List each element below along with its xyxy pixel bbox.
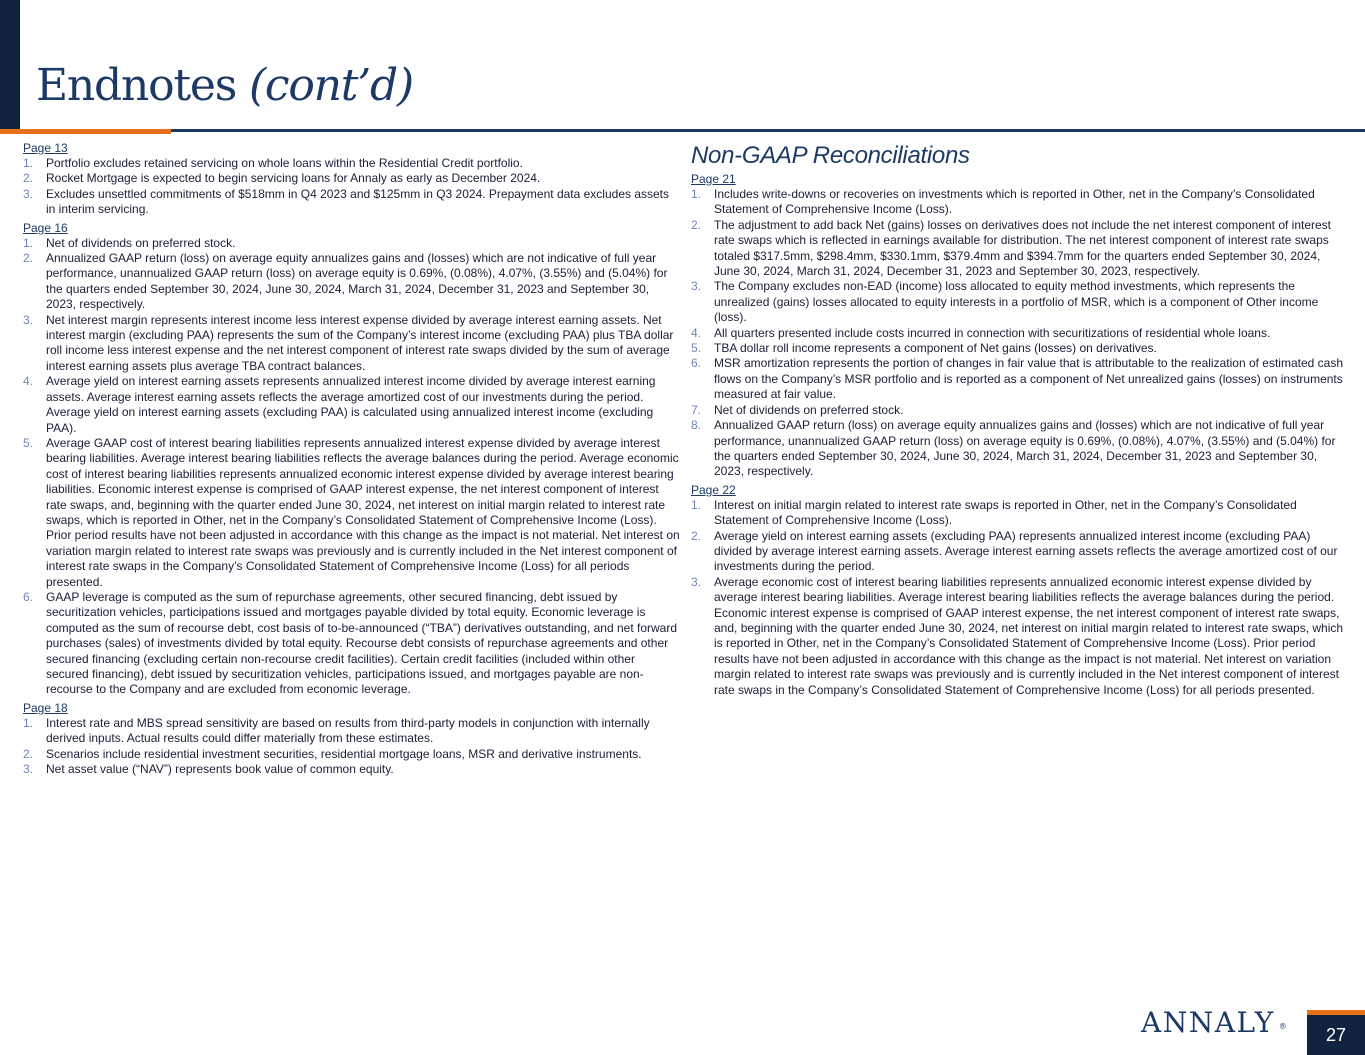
endnote-text: Includes write-downs or recoveries on investments which is reported in Other, net in the Company’s Consolidated Statement of Comprehensive Income (Loss). bbox=[714, 187, 1315, 217]
endnote-text: Portfolio excludes retained servicing on whole loans within the Residential Credit portfolio. bbox=[46, 156, 523, 170]
endnote-item bbox=[23, 374, 680, 436]
endnote-number: 2. bbox=[23, 171, 34, 186]
page-link-page-22[interactable]: Page 22 bbox=[691, 482, 736, 497]
endnote-item bbox=[691, 218, 1347, 280]
page-link-page-13[interactable]: Page 13 bbox=[23, 141, 68, 155]
endnote-number: 1. bbox=[23, 235, 34, 250]
endnote-number: 4. bbox=[23, 374, 34, 389]
endnote-item bbox=[691, 403, 1347, 418]
endnote-text: TBA dollar roll income represents a component of Net gains (losses) on derivatives. bbox=[714, 341, 1157, 356]
endnote-text: GAAP leverage is computed as the sum of repurchase agreements, other secured financing, debt issued by securitization vehicles, participations issued and mortgages payable divided by total equity. Economic leverage is computed as the sum of recourse debt, cost basis of to-be-announced (“TBA”) derivatives outstanding, and net forward purchases (sales) of investments divided by total equity. Recourse debt consists of repurchase agreements and other secured financing (excluding certain non-recourse credit facilities). Certain credit facilities (included within other secured financing), debt issued by securitization vehicles, participations issued, and mortgages payable are non-recourse to the Company and are excluded from economic leverage. bbox=[46, 589, 678, 697]
endnote-number: 2. bbox=[23, 746, 34, 761]
endnote-text: Rocket Mortgage is expected to begin servicing loans for Annaly as early as December 2024. bbox=[46, 171, 541, 186]
logo-registered-mark: ® bbox=[1278, 1022, 1289, 1031]
page-number: 27 bbox=[1325, 1024, 1347, 1045]
page-title-main: Endnotes bbox=[36, 60, 249, 111]
endnote-number: 5. bbox=[691, 341, 702, 356]
endnote-item bbox=[23, 187, 680, 218]
endnote-text: Net of dividends on preferred stock. bbox=[46, 235, 236, 250]
endnote-item bbox=[23, 171, 680, 186]
page-link-page-21[interactable]: Page 21 bbox=[691, 172, 736, 186]
page-title-sub: (cont’d) bbox=[248, 60, 413, 111]
endnote-item bbox=[691, 529, 1347, 575]
endnote-item bbox=[691, 575, 1347, 698]
endnote-number: 2. bbox=[23, 251, 34, 266]
endnote-list bbox=[23, 236, 680, 698]
right-column bbox=[691, 142, 1347, 698]
endnote-text: The adjustment to add back Net (gains) losses on derivatives does not include the net interest component of interest rate swaps which is reflected in earnings available for distribution. The net interest component of interest rate swaps totaled $317.5mm, $298.4mm, $330.1mm, $379.4mm and $394.7mm for the quarters ended September 30, 2024, June 30, 2024, March 31, 2024, December 31, 2023 and September 30, 2023, respectively. bbox=[714, 217, 1332, 279]
endnote-number: 3. bbox=[691, 279, 702, 294]
page-link-page-16[interactable]: Page 16 bbox=[23, 220, 68, 235]
page-number-box bbox=[1307, 1010, 1365, 1055]
endnote-number: 2. bbox=[691, 528, 702, 543]
endnote-number: 6. bbox=[23, 589, 34, 604]
endnote-item bbox=[691, 279, 1347, 325]
endnote-text: Interest rate and MBS spread sensitivity are based on results from third-party models in conjunction with internally derived inputs. Actual results could differ materially from these estimates. bbox=[46, 715, 650, 746]
left-column bbox=[23, 141, 680, 777]
endnote-text: MSR amortization represents the portion of changes in fair value that is attributable to the realization of estimated cash flows on the Company’s MSR portfolio and is reported as a component of Net unrealized gains (losses) on instruments measured at fair value. bbox=[714, 356, 1344, 402]
endnote-text: All quarters presented include costs incurred in connection with securitizations of residential whole loans. bbox=[714, 325, 1271, 340]
endnote-text: Average yield on interest earning assets (excluding PAA) represents annualized interest income (excluding PAA) divided by average interest earning assets. Average interest earning assets reflects the average amortized cost of our investments during the period. bbox=[714, 528, 1338, 574]
title-divider bbox=[0, 129, 1365, 132]
endnote-item bbox=[23, 156, 680, 171]
endnote-number: 1. bbox=[691, 187, 702, 201]
endnote-item bbox=[23, 313, 680, 375]
endnote-text: Annualized GAAP return (loss) on average equity annualizes gains and (losses) which are not indicative of full year performance, unannualized GAAP return (loss) on average equity is 0.69%, (0.08%), 4.07%, (3.55%) and (5.04%) for the quarters ended September 30, 2024, June 30, 2024, March 31, 2024, December 31, 2023 and September 30, 2023, respectively. bbox=[46, 251, 668, 312]
endnote-number: 3. bbox=[23, 312, 34, 327]
endnote-text: Interest on initial margin related to interest rate swaps is reported in Other, net in the Company’s Consolidated Statement of Comprehensive Income (Loss). bbox=[714, 497, 1297, 528]
endnote-item bbox=[23, 747, 680, 762]
endnote-list bbox=[691, 498, 1347, 698]
endnote-item bbox=[691, 341, 1347, 356]
endnote-number: 5. bbox=[23, 435, 34, 450]
endnote-text: Excludes unsettled commitments of $518mm in Q4 2023 and $125mm in Q3 2024. Prepayment data excludes assets in interim servicing. bbox=[46, 186, 670, 217]
endnote-item bbox=[23, 236, 680, 251]
endnote-item bbox=[691, 418, 1347, 480]
endnote-number: 3. bbox=[23, 186, 34, 201]
endnote-item bbox=[23, 762, 680, 777]
endnote-item bbox=[691, 498, 1347, 529]
endnote-text: Net interest margin represents interest income less interest expense divided by average interest earning assets. Net interest margin (excluding PAA) represents the sum of the Company’s interest income (excluding PAA) plus TBA dollar roll income less interest expense and the net interest component of interest rate swaps divided by the sum of average interest earning assets plus average TBA contract balances. bbox=[46, 312, 674, 373]
logo-wordmark: ANNALY bbox=[1141, 1006, 1275, 1039]
page-title bbox=[36, 60, 413, 111]
endnote-number: 7. bbox=[691, 402, 702, 417]
endnote-item bbox=[23, 251, 680, 313]
endnote-text: Average economic cost of interest bearing liabilities represents annualized economic interest expense divided by average interest bearing liabilities. Average interest bearing liabilities reflects the average balances during the period. Economic interest expense is comprised of GAAP interest expense, the net interest component of interest rate swaps, and, beginning with the quarter ended June 30, 2024, net interest on initial margin related to interest rate swaps, which is reported in Other, net in the Company’s Consolidated Statement of Comprehensive Income (Loss). Prior period results have not been adjusted in accordance with this change as the impact is not material. Net interest on variation margin related to interest rate swaps was previously and is currently included in the Net interest component of interest rate swaps in the Company’s Consolidated Statement of Comprehensive Income (Loss) for all periods presented. bbox=[714, 574, 1344, 697]
endnote-item bbox=[691, 187, 1347, 218]
endnote-item bbox=[691, 326, 1347, 341]
annaly-logo bbox=[1141, 1005, 1288, 1041]
endnote-item bbox=[23, 590, 680, 698]
endnote-text: Net asset value (“NAV”) represents book value of common equity. bbox=[46, 762, 394, 777]
endnote-number: 8. bbox=[691, 418, 702, 433]
left-accent-bar bbox=[0, 0, 20, 130]
endnote-number: 2. bbox=[691, 217, 702, 232]
endnote-text: Scenarios include residential investment securities, residential mortgage loans, MSR and derivative instruments. bbox=[46, 746, 642, 761]
endnote-text: Average GAAP cost of interest bearing liabilities represents annualized interest expense divided by average interest bearing liabilities. Average interest bearing liabilities reflects the average balances during the period. Average economic cost of interest bearing liabilities represents annualized economic interest expense divided by average interest bearing liabilities. Economic interest expense is comprised of GAAP interest expense, the net interest component of interest rate swaps, and, beginning with the quarter ended June 30, 2024, net interest on initial margin related to interest rate swaps, which is reported in Other, net in the Company’s Consolidated Statement of Comprehensive Income (Loss). Prior period results have not been adjusted in accordance with this change as the impact is not material. Net interest on variation margin related to interest rate swaps was previously and is currently included in the Net interest component of interest rate swaps in the Company’s Consolidated Statement of Comprehensive Income (Loss) for all periods presented. bbox=[46, 435, 680, 589]
endnote-text: The Company excludes non-EAD (income) loss allocated to equity method investments, which represents the unrealized (gains) losses allocated to equity interests in a portfolio of MSR, which is a component of Other income (loss). bbox=[714, 279, 1319, 325]
endnote-item bbox=[691, 356, 1347, 402]
endnote-text: Annualized GAAP return (loss) on average equity annualizes gains and (losses) which are not indicative of full year performance, unannualized GAAP return (loss) on average equity is 0.69%, (0.08%), 4.07%, (3.55%) and (5.04%) for the quarters ended September 30, 2024, June 30, 2024, March 31, 2024, December 31, 2023 and September 30, 2023, respectively. bbox=[714, 418, 1336, 479]
endnote-item bbox=[23, 436, 680, 590]
endnote-number: 1. bbox=[23, 715, 34, 730]
endnote-number: 3. bbox=[691, 574, 702, 589]
section-title-non-gaap: Non-GAAP Reconciliations bbox=[691, 142, 970, 169]
endnote-text: Average yield on interest earning assets represents annualized interest income divided by average interest earning assets. Average interest earning assets reflects the average amortized cost of our investments during the period. Average yield on interest earning assets (excluding PAA) is calculated using annualized interest income (excluding PAA). bbox=[46, 374, 656, 435]
title-divider-accent bbox=[0, 129, 171, 134]
endnote-text: Net of dividends on preferred stock. bbox=[714, 402, 904, 417]
endnote-number: 1. bbox=[691, 497, 702, 512]
endnote-number: 3. bbox=[23, 762, 34, 777]
endnote-number: 1. bbox=[23, 156, 34, 170]
page-link-page-18[interactable]: Page 18 bbox=[23, 700, 68, 715]
endnote-item bbox=[23, 716, 680, 747]
endnote-list bbox=[23, 156, 680, 218]
endnote-list bbox=[23, 716, 680, 778]
endnote-number: 6. bbox=[691, 356, 702, 371]
endnote-number: 4. bbox=[691, 325, 702, 340]
endnote-list bbox=[691, 187, 1347, 480]
